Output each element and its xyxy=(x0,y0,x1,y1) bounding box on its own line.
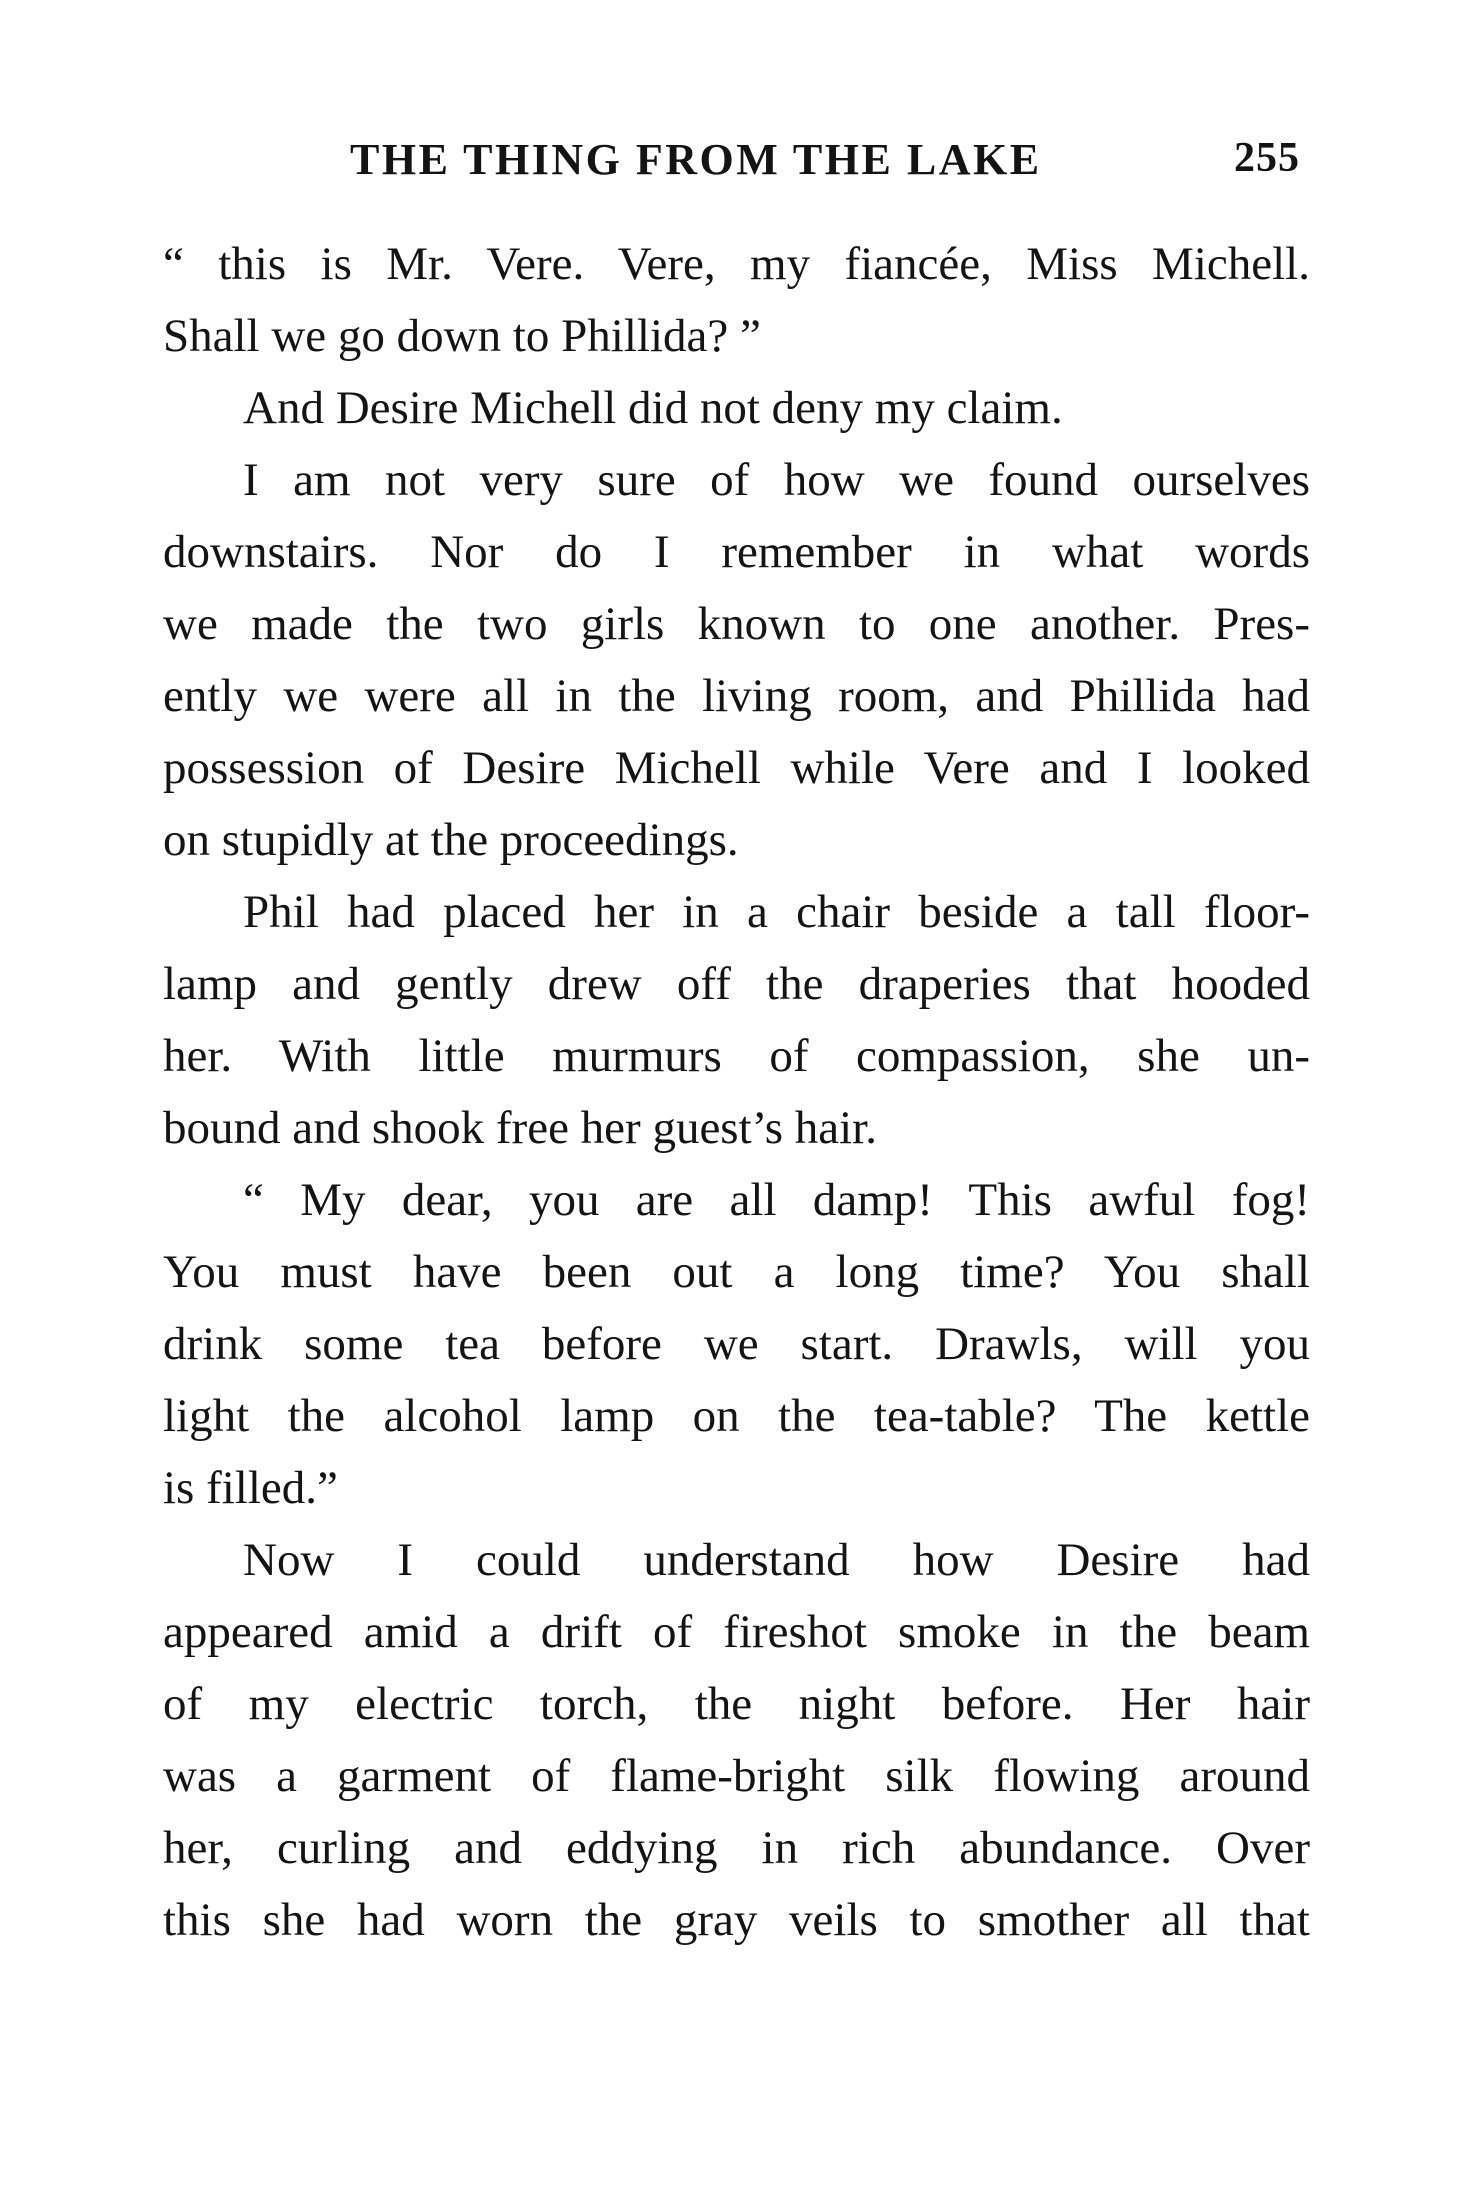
body-text xyxy=(163,228,1310,1956)
text-line: we made the two girls known to one another. Pres- xyxy=(163,598,1310,650)
text-line: ently we were all in the living room, and Phillida had xyxy=(163,670,1310,722)
running-head xyxy=(350,134,1300,194)
text-line: drink some tea before we start. Drawls, will you xyxy=(163,1318,1310,1370)
text-line: Now I could understand how Desire had xyxy=(243,1534,1310,1586)
text-line: bound and shook free her guest’s hair. xyxy=(163,1102,877,1154)
text-line: of my electric torch, the night before. Her hair xyxy=(163,1678,1310,1730)
text-line: appeared amid a drift of fireshot smoke in the beam xyxy=(163,1606,1310,1658)
text-line: was a garment of flame-bright silk flowing around xyxy=(163,1750,1310,1802)
text-line: is filled.” xyxy=(163,1462,338,1514)
text-line: “ this is Mr. Vere. Vere, my fiancée, Miss Michell. xyxy=(163,238,1310,290)
running-title: THE THING FROM THE LAKE xyxy=(350,135,1042,184)
text-line: You must have been out a long time? You shall xyxy=(163,1246,1310,1298)
text-line: on stupidly at the proceedings. xyxy=(163,814,739,866)
text-line: light the alcohol lamp on the tea-table? The kettle xyxy=(163,1390,1310,1442)
text-line: downstairs. Nor do I remember in what words xyxy=(163,526,1310,578)
text-line: Shall we go down to Phillida? ” xyxy=(163,310,761,362)
page-number: 255 xyxy=(1234,135,1300,181)
text-line: lamp and gently drew off the draperies that hooded xyxy=(163,958,1310,1010)
text-line: I am not very sure of how we found ourselves xyxy=(243,454,1310,506)
text-line: her, curling and eddying in rich abundance. Over xyxy=(163,1822,1310,1874)
text-line: Phil had placed her in a chair beside a tall floor- xyxy=(243,886,1310,938)
text-line: possession of Desire Michell while Vere and I looked xyxy=(163,742,1310,794)
text-line: her. With little murmurs of compassion, she un- xyxy=(163,1030,1310,1082)
text-line: this she had worn the gray veils to smother all that xyxy=(163,1894,1310,1946)
text-line: “ My dear, you are all damp! This awful fog! xyxy=(243,1174,1310,1226)
text-line: And Desire Michell did not deny my claim. xyxy=(243,382,1063,434)
